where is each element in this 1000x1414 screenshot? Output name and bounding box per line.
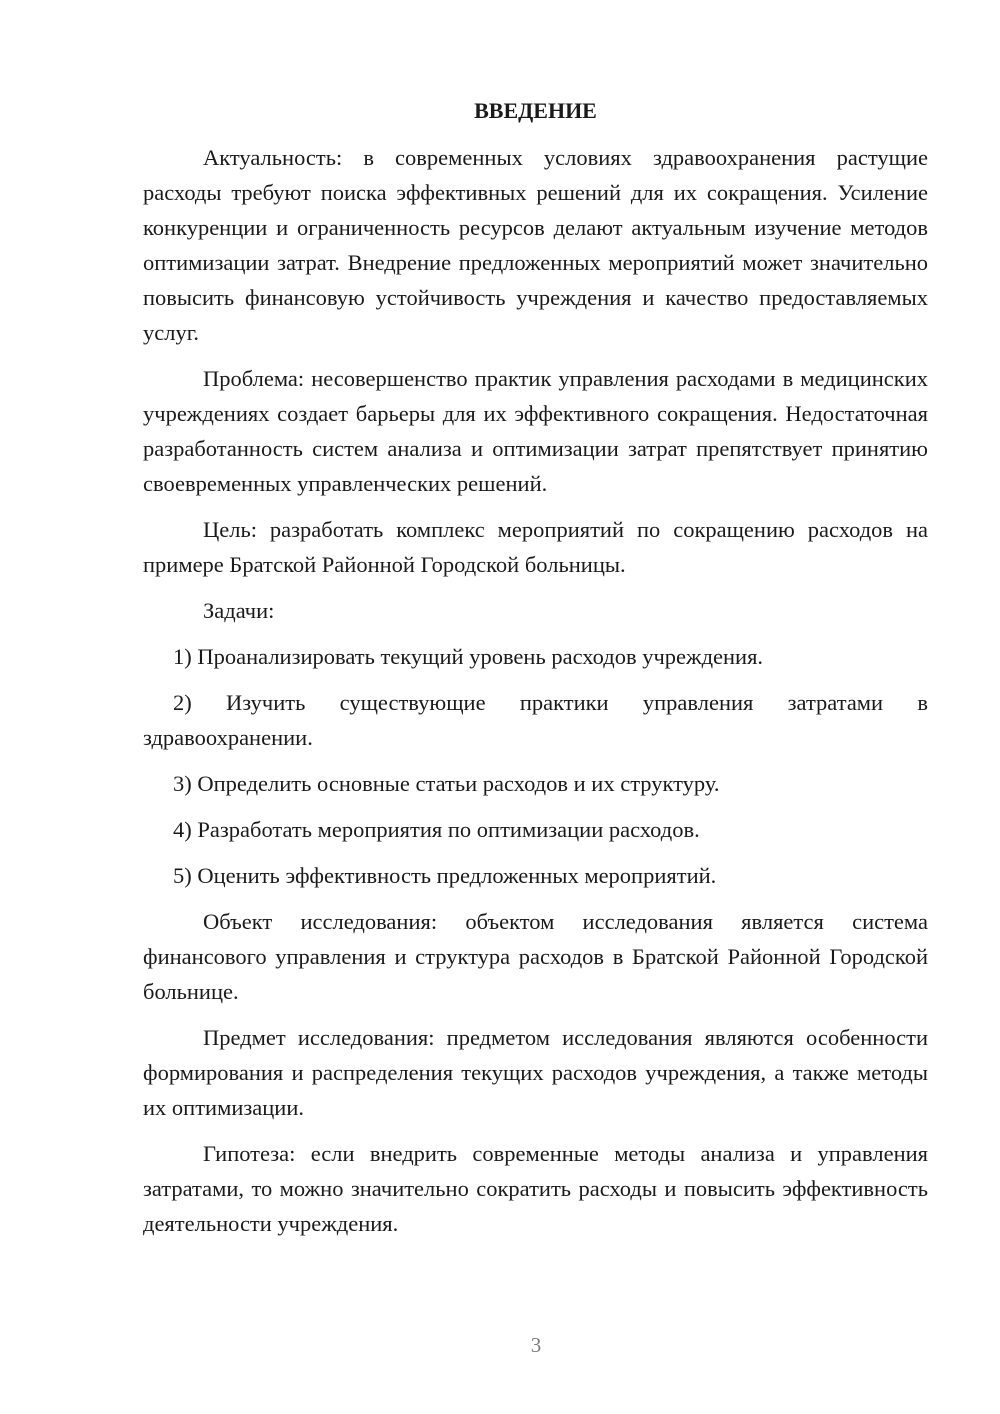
paragraph-hypothesis: Гипотеза: если внедрить современные методы анализа и управления затратами, то можно значительно сократить расходы и повысить эффективность деятельности учреждения. (143, 1141, 928, 1236)
list-item-task-3: 3) Определить основные статьи расходов и их структуру. (173, 771, 720, 796)
list-item-task-1: 1) Проанализировать текущий уровень расходов учреждения. (173, 644, 764, 669)
list-item-task-2: 2) Изучить существующие практики управления затратами в здравоохранении. (143, 690, 928, 750)
paragraph-object: Объект исследования: объектом исследования является система финансового управления и структура расходов в Братской Районной Городской больнице. (143, 909, 928, 1004)
page-title: ВВЕДЕНИЕ (474, 98, 597, 123)
paragraph-relevance: Актуальность: в современных условиях здравоохранения растущие расходы требуют поиска эффективных решений для их сокращения. Усиление конкуренции и ограниченность ресурсов делают актуальным изучение методов оптимизации затрат. Внедрение предложенных мероприятий может значительно повысить финансовую устойчивость учреждения и качество предоставляемых услуг. (143, 145, 928, 345)
paragraph-problem: Проблема: несовершенство практик управления расходами в медицинских учреждениях создает барьеры для их эффективного сокращения. Недостаточная разработанность систем анализа и оптимизации затрат препятствует принятию своевременных управленческих решений. (143, 366, 928, 496)
list-item-task-5: 5) Оценить эффективность предложенных мероприятий. (173, 863, 717, 888)
paragraph-subject: Предмет исследования: предметом исследования являются особенности формирования и распределения текущих расходов учреждения, а также методы их оптимизации. (143, 1025, 928, 1120)
page-content (143, 96, 928, 1252)
page-number: 3 (530, 1333, 542, 1357)
paragraph-goal: Цель: разработать комплекс мероприятий по сокращению расходов на примере Братской Районной Городской больницы. (143, 517, 928, 577)
paragraph-tasks-heading: Задачи: (203, 598, 275, 623)
list-item-task-4: 4) Разработать мероприятия по оптимизации расходов. (173, 817, 700, 842)
